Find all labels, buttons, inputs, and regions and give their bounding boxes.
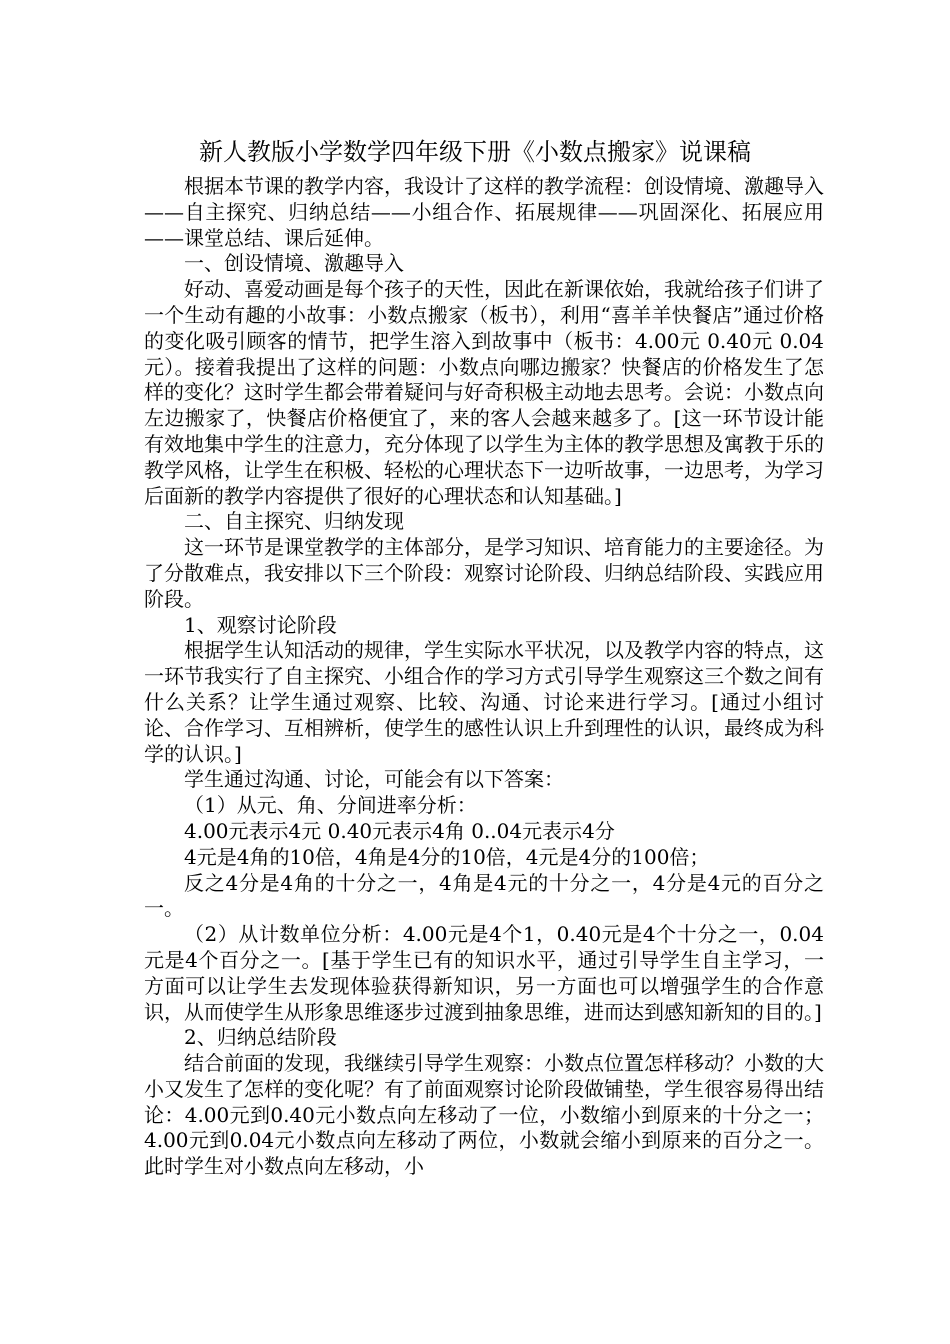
paragraph-answers-intro: 学生通过沟通、讨论，可能会有以下答案：: [184, 767, 564, 792]
document-body: [144, 174, 824, 1180]
paragraph-answer-1-line-1: 4.00元表示4元 0.40元表示4角 0..04元表示4分: [184, 818, 615, 843]
document-title: 新人教版小学数学四年级下册《小数点搬家》说课稿: [199, 138, 751, 166]
paragraph-answer-2: （2）从计数单位分析：4.00元是4个1，0.40元是4个十分之一，0.04元是4个百分之一。[基于学生已有的知识水平，通过引导学生自主学习，一方面可以让学生去发现体验获得新知识，另一方面也可以增强学生的合作意识，从而使学生从形象思维逐步过渡到抽象思维，进而达到感知新知的目的。]: [144, 922, 824, 1024]
paragraph-subsection-1: 根据学生认知活动的规律，学生实际水平状况，以及教学内容的特点，这一环节我实行了自主探究、小组合作的学习方式引导学生观察这三个数之间有什么关系？让学生通过观察、比较、沟通、讨论来进行学习。[通过小组讨论、合作学习、互相辨析，使学生的感性认识上升到理性的认识，最终成为科学的认识。]: [144, 638, 824, 766]
paragraph-intro: 根据本节课的教学内容，我设计了这样的教学流程：创设情境、激趣导入——自主探究、归纳总结——小组合作、拓展规律——巩固深化、拓展应用——课堂总结、课后延伸。: [144, 174, 824, 250]
subsection-heading-1: 1、观察讨论阶段: [184, 612, 337, 637]
paragraph-answer-1-line-3: 反之4分是4角的十分之一，4角是4元的十分之一，4分是4元的百分之一。: [144, 870, 824, 921]
paragraph-answer-1-heading: （1）从元、角、分间进率分析：: [184, 793, 477, 818]
paragraph-answer-1-line-2: 4元是4角的10倍，4角是4分的10倍，4元是4分的100倍；: [184, 844, 710, 869]
paragraph-section-1: 好动、喜爱动画是每个孩子的天性，因此在新课依始，我就给孩子们讲了一个生动有趣的小故事：小数点搬家（板书），利用“喜羊羊快餐店”通过价格的变化吸引顾客的情节，把学生溶入到故事中（板书：4.00元 0.40元 0.04元）。接着我提出了这样的问题：小数点向哪边搬家？快餐店的价格发生了怎样的变化？这时学生都会带着疑问与好奇积极主动地去思考。会说：小数点向左边搬家了，快餐店价格便宜了，来的客人会越来越多了。[这一环节设计能有效地集中学生的注意力，充分体现了以学生为主体的教学思想及寓教于乐的教学风格，让学生在积极、轻松的心理状态下一边听故事，一边思考，为学习后面新的教学内容提供了很好的心理状态和认知基础。]: [144, 277, 824, 508]
paragraph-section-2: 这一环节是课堂教学的主体部分，是学习知识、培育能力的主要途径。为了分散难点，我安排以下三个阶段：观察讨论阶段、归纳总结阶段、实践应用阶段。: [144, 535, 824, 611]
subsection-heading-2: 2、归纳总结阶段: [184, 1025, 337, 1050]
paragraph-subsection-2: 结合前面的发现，我继续引导学生观察：小数点位置怎样移动？小数的大小又发生了怎样的变化呢？有了前面观察讨论阶段做铺垫，学生很容易得出结论：4.00元到0.40元小数点向左移动了一位，小数缩小到原来的十分之一；4.00元到0.04元小数点向左移动了两位，小数就会缩小到原来的百分之一。此时学生对小数点向左移动，小: [144, 1051, 824, 1179]
section-heading-1: 一、创设情境、激趣导入: [184, 251, 404, 276]
section-heading-2: 二、自主探究、归纳发现: [184, 509, 404, 534]
